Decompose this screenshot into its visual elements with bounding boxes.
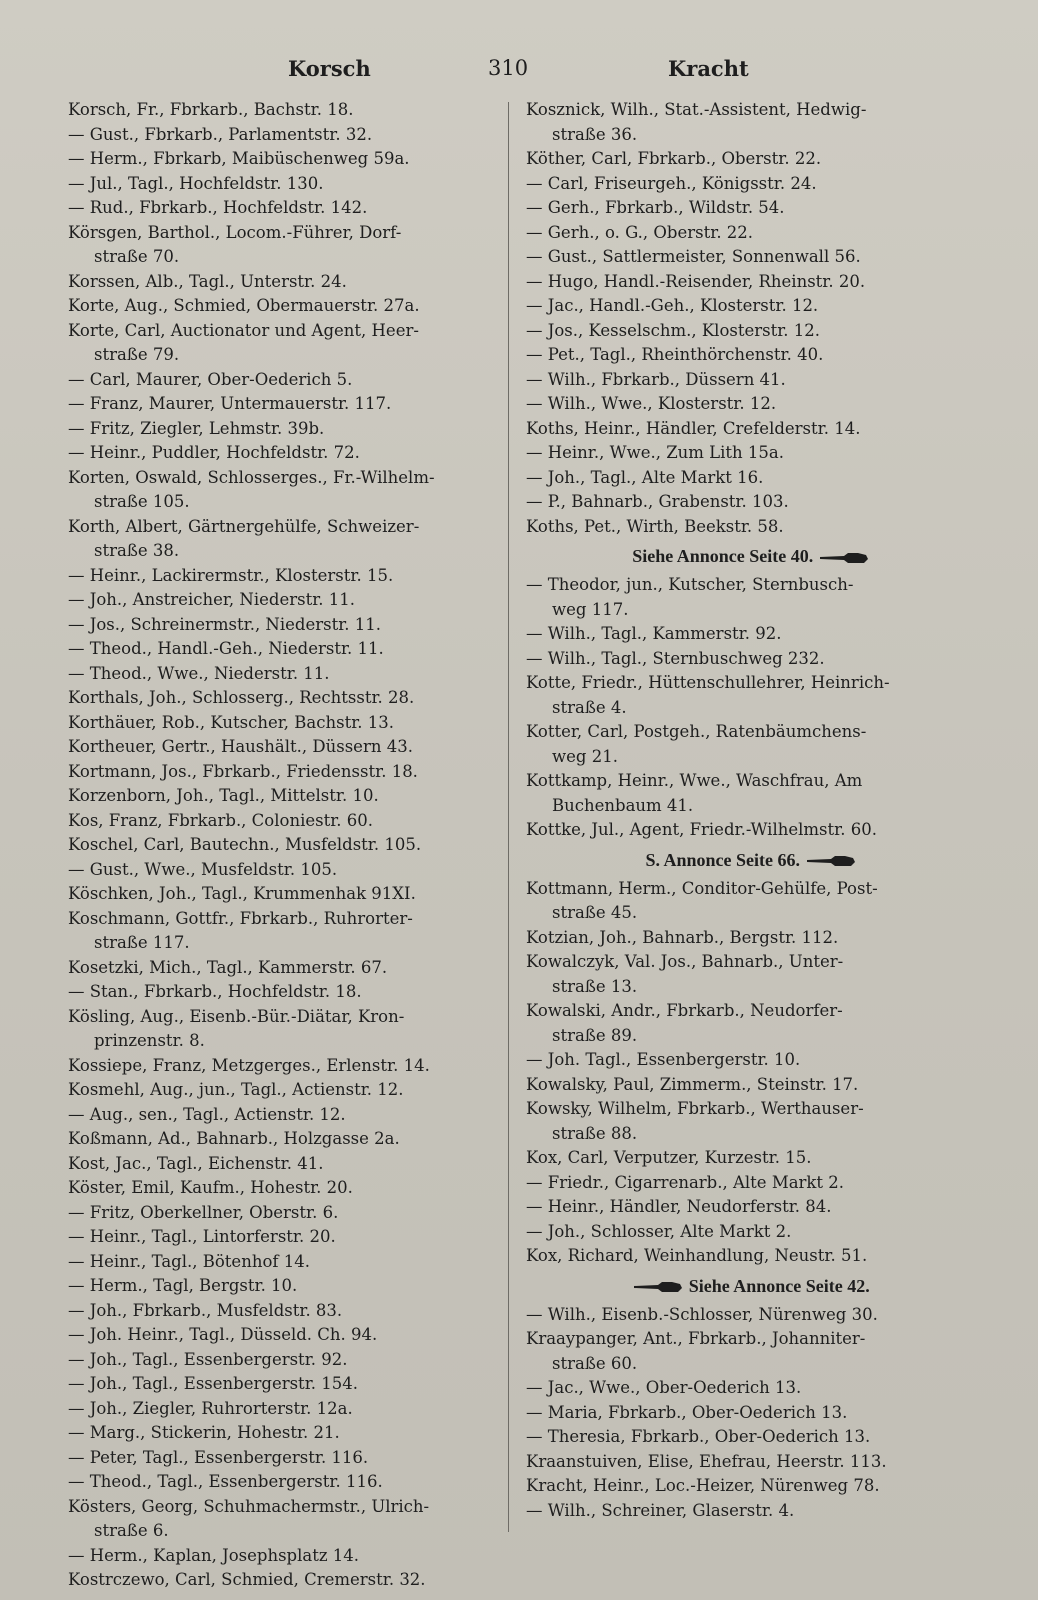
directory-entry — [68, 1054, 514, 1079]
entry-text: Kosetzki, Mich., Tagl., Kammerstr. 67. — [68, 957, 388, 977]
directory-entry — [68, 1421, 514, 1446]
entry-text: — Theod., Wwe., Niederstr. 11. — [68, 663, 330, 683]
entry-continuation: straße 45. — [552, 903, 638, 922]
directory-entry — [68, 686, 514, 711]
entry-text: — Heinr., Lackirermstr., Klosterstr. 15. — [68, 565, 394, 585]
directory-entry — [68, 147, 514, 172]
entry-text: — Heinr., Tagl., Lintorferstr. 20. — [68, 1227, 336, 1246]
left-column — [68, 98, 514, 1593]
entry-text: — Gust., Sattlermeister, Sonnenwall 56. — [526, 247, 861, 266]
entry-text: — Hugo, Handl.-Reisender, Rheinstr. 20. — [526, 271, 866, 291]
entry-text: — Wilh., Eisenb.-Schlosser, Nürenweg 30. — [526, 1304, 878, 1324]
entry-text: Kracht, Heinr., Loc.-Heizer, Nürenweg 78. — [526, 1476, 880, 1495]
entry-text: Korte, Aug., Schmied, Obermauerstr. 27a. — [68, 296, 420, 315]
directory-entry — [68, 735, 514, 760]
entry-text: — Marg., Stickerin, Hohestr. 21. — [68, 1423, 340, 1442]
entry-text: — Stan., Fbrkarb., Hochfeldstr. 18. — [68, 982, 362, 1001]
entry-text: Kowalczyk, Val. Jos., Bahnarb., Unter- — [526, 952, 844, 971]
directory-entry — [526, 1327, 976, 1376]
pointing-hand-icon — [632, 1280, 684, 1294]
header-left-keyword: Korsch — [288, 56, 371, 81]
directory-entry — [68, 1446, 514, 1471]
directory-entry — [68, 441, 514, 466]
entry-continuation: straße 60. — [552, 1353, 638, 1373]
directory-entry — [68, 1397, 514, 1422]
entry-text: — Heinr., Händler, Neudorferstr. 84. — [526, 1197, 832, 1216]
entry-text: — Joh., Tagl., Alte Markt 16. — [526, 467, 764, 487]
entry-text: Kottkamp, Heinr., Wwe., Waschfrau, Am — [526, 771, 863, 790]
entry-text: — Pet., Tagl., Rheinthörchenstr. 40. — [526, 345, 824, 364]
entry-text: Korte, Carl, Auctionator und Agent, Heer- — [68, 320, 419, 340]
annonce-notice-text: Siehe Annonce Seite 42. — [688, 1275, 870, 1296]
directory-entry — [526, 1220, 976, 1245]
entry-continuation: straße 13. — [552, 976, 638, 996]
page-header — [0, 56, 1038, 86]
directory-entry — [68, 1127, 514, 1152]
directory-entry — [526, 877, 976, 926]
directory-entry — [68, 417, 514, 442]
entry-text: Kostrczewo, Carl, Schmied, Cremerstr. 32. — [68, 1570, 426, 1589]
entry-text: Kottke, Jul., Agent, Friedr.-Wilhelmstr. 60. — [526, 820, 877, 839]
entry-text: — Joh., Ziegler, Ruhrorterstr. 12a. — [68, 1398, 353, 1418]
directory-entry — [526, 818, 976, 843]
directory-entry — [526, 417, 976, 442]
directory-entry — [526, 999, 976, 1048]
directory-entry — [68, 270, 514, 295]
directory-entry — [526, 1097, 976, 1146]
entry-text: — Gerh., o. G., Oberstr. 22. — [526, 222, 754, 242]
directory-entry — [68, 833, 514, 858]
entry-text: Kottmann, Herm., Conditor-Gehülfe, Post- — [526, 878, 878, 898]
directory-entry — [68, 221, 514, 270]
annonce-notice — [526, 845, 976, 875]
directory-entry — [68, 858, 514, 883]
entry-text: — Joh., Fbrkarb., Musfeldstr. 83. — [68, 1300, 343, 1320]
directory-entry — [68, 956, 514, 981]
entry-continuation: straße 79. — [94, 345, 180, 364]
entry-text: Koßmann, Ad., Bahnarb., Holzgasse 2a. — [68, 1129, 400, 1148]
entry-text: Kotter, Carl, Postgeh., Ratenbäumchens- — [526, 722, 867, 741]
directory-entry — [68, 1348, 514, 1373]
entry-text: Kotte, Friedr., Hüttenschullehrer, Heinrich- — [526, 673, 890, 692]
entry-continuation: prinzenstr. 8. — [94, 1031, 205, 1050]
entry-text: Kosznick, Wilh., Stat.-Assistent, Hedwig- — [526, 100, 867, 119]
entry-text: — Heinr., Puddler, Hochfeldstr. 72. — [68, 443, 360, 462]
entry-text: — Aug., sen., Tagl., Actienstr. 12. — [68, 1104, 346, 1124]
entry-text: — Heinr., Tagl., Bötenhof 14. — [68, 1251, 310, 1271]
directory-entry — [526, 622, 976, 647]
directory-entry — [68, 1495, 514, 1544]
directory-entry — [68, 392, 514, 417]
directory-entry — [68, 809, 514, 834]
directory-entry — [526, 294, 976, 319]
entry-text: — Herm., Fbrkarb, Maibüschenweg 59a. — [68, 149, 410, 168]
entry-text: Kortmann, Jos., Fbrkarb., Friedensstr. 18. — [68, 761, 418, 781]
entry-text: Kowalsky, Paul, Zimmerm., Steinstr. 17. — [526, 1074, 859, 1094]
entry-text: — Theod., Handl.-Geh., Niederstr. 11. — [68, 639, 384, 658]
directory-entry — [68, 123, 514, 148]
directory-entry — [526, 147, 976, 172]
entry-continuation: straße 36. — [552, 124, 638, 144]
directory-entry — [68, 637, 514, 662]
directory-entry — [526, 441, 976, 466]
directory-entry — [526, 245, 976, 270]
pointing-hand-icon — [805, 854, 857, 868]
entry-text: Kossiepe, Franz, Metzgerges., Erlenstr. 14. — [68, 1055, 430, 1075]
entry-continuation: straße 70. — [94, 247, 180, 266]
directory-entry — [526, 343, 976, 368]
entry-text: Körsgen, Barthol., Locom.-Führer, Dorf- — [68, 222, 402, 242]
entry-text: — Heinr., Wwe., Zum Lith 15a. — [526, 443, 784, 462]
entry-text: Koths, Heinr., Händler, Crefelderstr. 14. — [526, 418, 861, 438]
entry-text: Köther, Carl, Fbrkarb., Oberstr. 22. — [526, 149, 822, 168]
directory-entry — [526, 1244, 976, 1269]
directory-entry — [526, 490, 976, 515]
entry-continuation: straße 4. — [552, 697, 627, 717]
entry-text: Kösling, Aug., Eisenb.-Bür.-Diätar, Kron- — [68, 1006, 405, 1026]
directory-entry — [68, 1299, 514, 1324]
directory-entry — [526, 1073, 976, 1098]
entry-text: Köster, Emil, Kaufm., Hohestr. 20. — [68, 1178, 353, 1197]
right-column — [526, 98, 976, 1523]
directory-entry — [68, 1470, 514, 1495]
entry-text: — Carl, Maurer, Ober-Oederich 5. — [68, 369, 353, 389]
directory-entry — [68, 1005, 514, 1054]
entry-text: Korthäuer, Rob., Kutscher, Bachstr. 13. — [68, 712, 395, 732]
directory-entry — [68, 368, 514, 393]
annonce-notice-text: S. Annonce Seite 66. — [645, 849, 800, 870]
entry-text: — Wilh., Fbrkarb., Düssern 41. — [526, 369, 786, 389]
annonce-notice-text: Siehe Annonce Seite 40. — [632, 546, 814, 566]
entry-text: — Maria, Fbrkarb., Ober-Oederich 13. — [526, 1402, 848, 1422]
directory-entry — [68, 1201, 514, 1226]
directory-entry — [526, 1474, 976, 1499]
entry-text: — Fritz, Ziegler, Lehmstr. 39b. — [68, 418, 325, 438]
directory-entry — [68, 760, 514, 785]
directory-entry — [68, 564, 514, 589]
directory-entry — [526, 1303, 976, 1328]
directory-entry — [526, 1195, 976, 1220]
directory-entry — [526, 98, 976, 147]
entry-continuation: Buchenbaum 41. — [552, 795, 694, 815]
entry-text: — Gerh., Fbrkarb., Wildstr. 54. — [526, 198, 785, 217]
entry-text: Koths, Pet., Wirth, Beekstr. 58. — [526, 516, 784, 536]
entry-text: — Gust., Fbrkarb., Parlamentstr. 32. — [68, 124, 373, 144]
pointing-hand-icon — [818, 551, 870, 565]
entry-text: — P., Bahnarb., Grabenstr. 103. — [526, 492, 789, 511]
directory-entry — [68, 1103, 514, 1128]
entry-text: Korthals, Joh., Schlosserg., Rechtsstr. 28. — [68, 688, 415, 707]
entry-text: Korsch, Fr., Fbrkarb., Bachstr. 18. — [68, 100, 354, 119]
entry-continuation: straße 89. — [552, 1025, 638, 1045]
entry-text: — Franz, Maurer, Untermauerstr. 117. — [68, 394, 392, 413]
entry-text: Kowsky, Wilhelm, Fbrkarb., Werthauser- — [526, 1099, 864, 1118]
entry-text: — Theod., Tagl., Essenbergerstr. 116. — [68, 1472, 383, 1491]
directory-entry — [68, 711, 514, 736]
entry-text: Korten, Oswald, Schlosserges., Fr.-Wilhelm- — [68, 467, 435, 487]
directory-entry — [526, 1450, 976, 1475]
directory-entry — [526, 573, 976, 622]
directory-entry — [68, 1323, 514, 1348]
directory-entry — [68, 1544, 514, 1569]
directory-entry — [68, 980, 514, 1005]
entry-text: Kotzian, Joh., Bahnarb., Bergstr. 112. — [526, 927, 839, 947]
entry-text: — Wilh., Tagl., Kammerstr. 92. — [526, 624, 782, 643]
entry-text: Koschel, Carl, Bautechn., Musfeldstr. 105. — [68, 835, 422, 854]
directory-entry — [68, 588, 514, 613]
directory-entry — [68, 1250, 514, 1275]
directory-entry — [68, 784, 514, 809]
directory-entry — [526, 769, 976, 818]
entry-text: — Theresia, Fbrkarb., Ober-Oederich 13. — [526, 1427, 871, 1446]
directory-entry — [526, 1425, 976, 1450]
directory-entry — [526, 720, 976, 769]
directory-entry — [526, 466, 976, 491]
directory-entry — [68, 515, 514, 564]
entry-text: Kraaypanger, Ant., Fbrkarb., Johanniter- — [526, 1329, 866, 1348]
directory-entry — [526, 647, 976, 672]
entry-text: — Joh., Tagl., Essenbergerstr. 154. — [68, 1374, 358, 1393]
directory-entry — [68, 196, 514, 221]
entry-continuation: straße 117. — [94, 933, 190, 952]
directory-entry — [526, 950, 976, 999]
entry-text: — Rud., Fbrkarb., Hochfeldstr. 142. — [68, 198, 368, 217]
entry-text: — Jac., Handl.-Geh., Klosterstr. 12. — [526, 296, 819, 315]
entry-text: — Friedr., Cigarrenarb., Alte Markt 2. — [526, 1172, 845, 1192]
directory-entry — [68, 466, 514, 515]
entry-text: — Jul., Tagl., Hochfeldstr. 130. — [68, 173, 324, 193]
entry-text: Korssen, Alb., Tagl., Unterstr. 24. — [68, 271, 347, 291]
directory-entry — [68, 294, 514, 319]
directory-entry — [526, 319, 976, 344]
directory-entry — [68, 1274, 514, 1299]
directory-entry — [68, 1225, 514, 1250]
entry-continuation: straße 38. — [94, 541, 180, 560]
entry-continuation: weg 117. — [552, 599, 629, 619]
directory-entry — [526, 1499, 976, 1524]
entry-text: — Wilh., Schreiner, Glaserstr. 4. — [526, 1500, 795, 1520]
directory-entry — [68, 662, 514, 687]
entry-text: Koschmann, Gottfr., Fbrkarb., Ruhrorter- — [68, 908, 413, 928]
directory-entry — [526, 1146, 976, 1171]
directory-entry — [68, 1568, 514, 1593]
entry-text: — Jac., Wwe., Ober-Oederich 13. — [526, 1378, 802, 1397]
directory-entry — [68, 1152, 514, 1177]
entry-continuation: straße 105. — [94, 492, 190, 511]
directory-entry — [526, 221, 976, 246]
entry-text: — Gust., Wwe., Musfeldstr. 105. — [68, 859, 338, 879]
directory-entry — [526, 196, 976, 221]
entry-text: — Joh. Heinr., Tagl., Düsseld. Ch. 94. — [68, 1325, 378, 1344]
directory-entry — [68, 1176, 514, 1201]
entry-text: — Joh., Tagl., Essenbergerstr. 92. — [68, 1349, 348, 1369]
entry-text: — Wilh., Wwe., Klosterstr. 12. — [526, 394, 777, 413]
entry-text: Korzenborn, Joh., Tagl., Mittelstr. 10. — [68, 786, 379, 805]
annonce-notice — [526, 1271, 976, 1301]
entry-text: — Joh., Schlosser, Alte Markt 2. — [526, 1221, 792, 1241]
directory-entry — [68, 98, 514, 123]
directory-entry — [526, 368, 976, 393]
entry-text: — Joh. Tagl., Essenbergerstr. 10. — [526, 1050, 801, 1069]
entry-text: Kowalski, Andr., Fbrkarb., Neudorfer- — [526, 1001, 843, 1020]
entry-text: Kox, Richard, Weinhandlung, Neustr. 51. — [526, 1246, 868, 1265]
entry-text: Kösters, Georg, Schuhmachermstr., Ulrich- — [68, 1496, 430, 1516]
directory-entry — [526, 392, 976, 417]
entry-text: — Jos., Schreinermstr., Niederstr. 11. — [68, 614, 382, 634]
entry-text: Kraanstuiven, Elise, Ehefrau, Heerstr. 113. — [526, 1451, 887, 1471]
directory-entry — [526, 671, 976, 720]
entry-text: — Herm., Tagl, Bergstr. 10. — [68, 1276, 298, 1295]
entry-text: Kosmehl, Aug., jun., Tagl., Actienstr. 12. — [68, 1080, 404, 1099]
entry-text: Kost, Jac., Tagl., Eichenstr. 41. — [68, 1153, 324, 1173]
directory-entry — [526, 515, 976, 540]
annonce-notice — [526, 541, 976, 571]
directory-entry — [68, 1078, 514, 1103]
header-right-keyword: Kracht — [668, 56, 749, 81]
directory-entry — [526, 1048, 976, 1073]
directory-entry — [526, 1171, 976, 1196]
directory-entry — [68, 882, 514, 907]
directory-entry — [68, 319, 514, 368]
directory-entry — [68, 1372, 514, 1397]
directory-entry — [526, 1376, 976, 1401]
entry-text: Korth, Albert, Gärtnergehülfe, Schweizer- — [68, 516, 420, 536]
entry-text: — Carl, Friseurgeh., Königsstr. 24. — [526, 173, 817, 193]
entry-text: Kortheuer, Gertr., Haushält., Düssern 43. — [68, 737, 413, 756]
entry-continuation: straße 88. — [552, 1123, 638, 1143]
directory-entry — [526, 172, 976, 197]
entry-text: — Jos., Kesselschm., Klosterstr. 12. — [526, 320, 821, 340]
directory-entry — [526, 270, 976, 295]
entry-continuation: weg 21. — [552, 746, 618, 766]
entry-text: — Peter, Tagl., Essenbergerstr. 116. — [68, 1447, 369, 1467]
page-number: 310 — [488, 56, 529, 80]
directory-entry — [68, 613, 514, 638]
entry-text: — Herm., Kaplan, Josephsplatz 14. — [68, 1545, 360, 1565]
entry-text: Köschken, Joh., Tagl., Krummenhak 91XI. — [68, 884, 416, 903]
directory-entry — [68, 907, 514, 956]
entry-text: Kos, Franz, Fbrkarb., Coloniestr. 60. — [68, 810, 374, 830]
entry-text: Kox, Carl, Verputzer, Kurzestr. 15. — [526, 1148, 812, 1167]
entry-text: — Fritz, Oberkellner, Oberstr. 6. — [68, 1202, 339, 1222]
entry-continuation: straße 6. — [94, 1521, 169, 1540]
entry-text: — Joh., Anstreicher, Niederstr. 11. — [68, 590, 356, 609]
directory-entry — [526, 926, 976, 951]
entry-text: — Wilh., Tagl., Sternbuschweg 232. — [526, 648, 825, 668]
entry-text: — Theodor, jun., Kutscher, Sternbusch- — [526, 575, 854, 594]
directory-entry — [526, 1401, 976, 1426]
directory-entry — [68, 172, 514, 197]
